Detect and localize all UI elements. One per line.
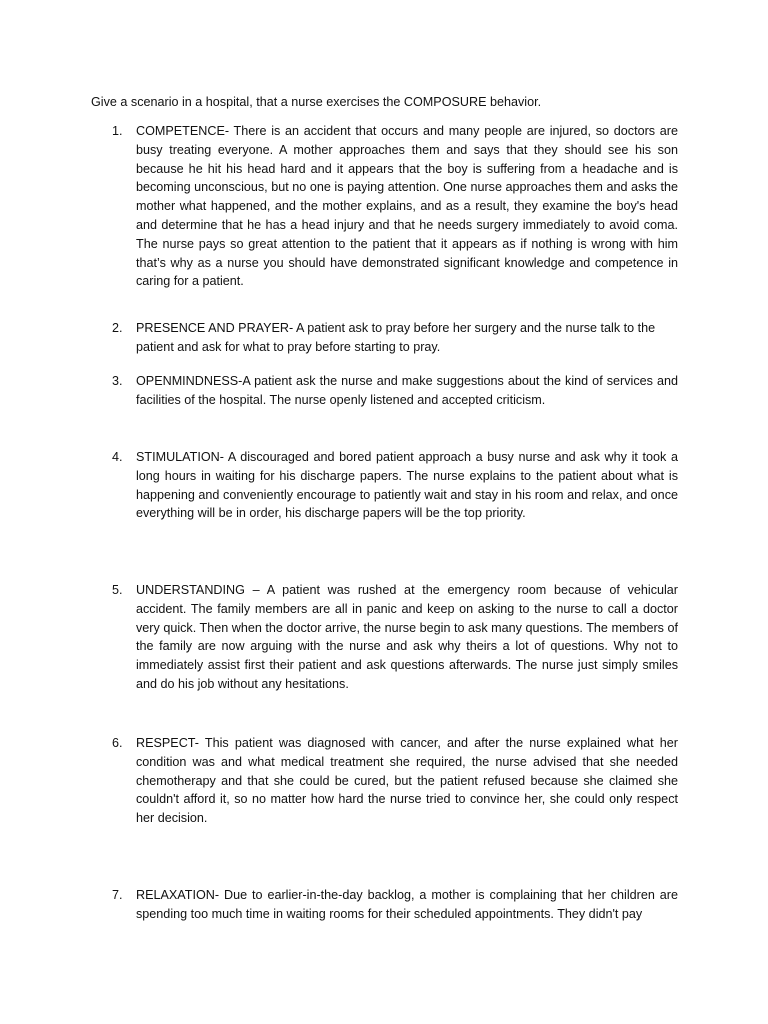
list-item-number: 6. (112, 736, 123, 750)
list-item-relaxation (112, 886, 678, 924)
list-item-text: PRESENCE AND PRAYER- A patient ask to pray before her surgery and the nurse talk to the patient and ask for what to pray before starting to pray. (136, 321, 656, 354)
list-item-text: COMPETENCE- There is an accident that occurs and many people are injured, so doctors are busy treating everyone. A mother approaches them and says that they should see his son because he hit his head hard and it appears that the boy is suffering from a headache and is becoming unconscious, but no one is paying attention. One nurse approaches them and asks the mother what happened, and the mother explains, and as a result, they examine the boy's head and determine that he has a head injury and that he needs surgery immediately to avoid coma. The nurse pays so great attention to the patient that it appears as if nothing is wrong with him that’s why as a nurse you should have demonstrated significant knowledge and competence in caring for a patient. (136, 124, 678, 289)
list-item-text: RESPECT- This patient was diagnosed with cancer, and after the nurse explained what her condition was and what medical treatment she required, the nurse advised that she needed chemotherapy and that she could be cured, but the patient refused because she claimed she couldn't afford it, so no matter how hard the nurse tried to convince her, she could only respect her decision. (136, 736, 678, 826)
list-item-competence (112, 122, 678, 291)
list-item-number: 3. (112, 374, 123, 388)
list-item-number: 1. (112, 124, 123, 138)
list-item-stimulation (112, 448, 678, 523)
document-intro: Give a scenario in a hospital, that a nurse exercises the COMPOSURE behavior. (91, 95, 542, 109)
list-item-text: OPENMINDNESS-A patient ask the nurse and make suggestions about the kind of services and facilities of the hospital. The nurse openly listened and accepted criticism. (136, 374, 678, 407)
list-item-number: 7. (112, 888, 123, 902)
list-item-text: STIMULATION- A discouraged and bored patient approach a busy nurse and ask why it took a long hours in waiting for his discharge papers. The nurse explains to the patient about what is happening and conveniently encourage to patiently wait and stay in his room and relax, and once everything will be in order, his discharge papers will be the top priority. (136, 450, 678, 521)
list-item-text: RELAXATION- Due to earlier-in-the-day backlog, a mother is complaining that her children are spending too much time in waiting rooms for their scheduled appointments. They didn't pay (136, 888, 678, 921)
list-item-text: UNDERSTANDING – A patient was rushed at the emergency room because of vehicular accident. The family members are all in panic and keep on asking to the nurse to call a doctor very quick. Then when the doctor arrive, the nurse begin to ask many questions. The members of the family are now arguing with the nurse and ask why theirs a lot of questions. Why not to immediately assist first their patient and ask questions afterwards. The nurse just simply smiles and do his job without any hesitations. (136, 583, 678, 691)
list-item-number: 4. (112, 450, 123, 464)
list-item-openmindness (112, 372, 678, 410)
list-item-number: 2. (112, 321, 123, 335)
list-item-understanding (112, 581, 678, 694)
list-item-respect (112, 734, 678, 828)
list-item-number: 5. (112, 583, 123, 597)
list-item-presence-and-prayer (112, 319, 678, 357)
